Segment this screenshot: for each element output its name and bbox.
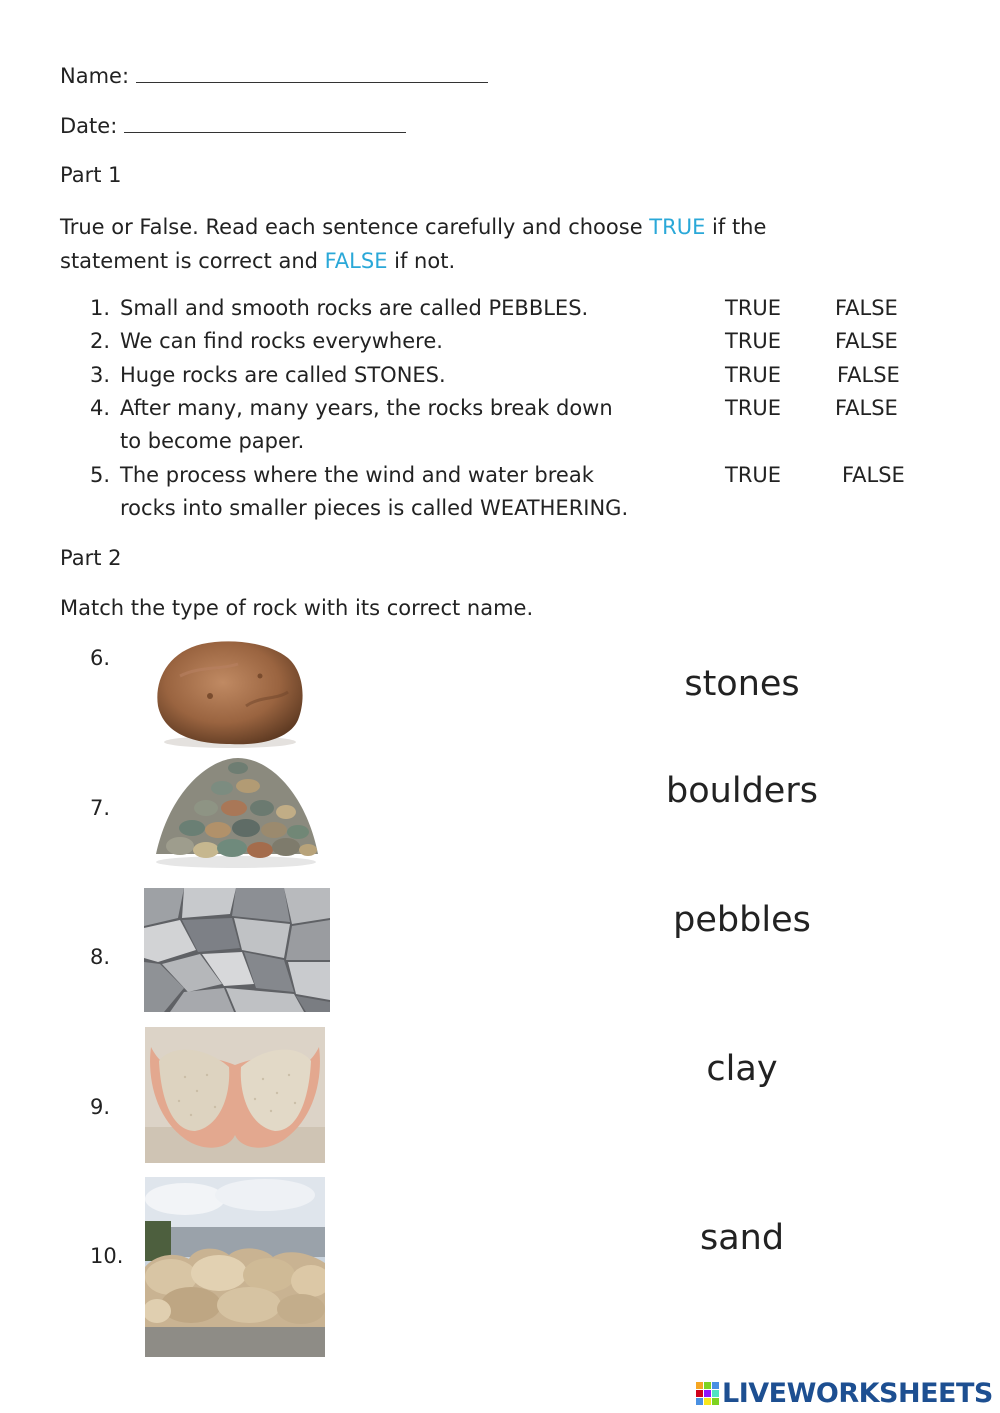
word-sand[interactable]: sand bbox=[699, 1218, 785, 1258]
question-text: After many, many years, the rocks break down bbox=[120, 396, 613, 420]
logo-text: LIVEWORKSHEETS bbox=[722, 1378, 993, 1409]
question-text: We can find rocks everywhere. bbox=[120, 329, 443, 353]
q2-false[interactable]: FALSE bbox=[835, 329, 898, 353]
instr-false-word: FALSE bbox=[324, 249, 388, 273]
part1-instructions bbox=[60, 210, 766, 278]
date-blank[interactable] bbox=[124, 110, 406, 133]
instr-text: if not. bbox=[387, 249, 456, 273]
q5-false[interactable]: FALSE bbox=[842, 463, 905, 487]
question-number: 3. bbox=[90, 363, 111, 387]
word-pebbles[interactable]: pebbles bbox=[673, 900, 811, 940]
name-row bbox=[60, 60, 488, 91]
question-text: The process where the wind and water break bbox=[120, 463, 594, 487]
instr-text: True or False. Read each sentence carefully and choose bbox=[60, 215, 650, 239]
question-2 bbox=[90, 326, 443, 356]
question-number: 5. bbox=[90, 463, 111, 487]
name-label: Name: bbox=[60, 64, 130, 88]
question-4-cont: to become paper. bbox=[120, 429, 305, 453]
match-number-9: 9. bbox=[90, 1095, 111, 1119]
q3-false[interactable]: FALSE bbox=[837, 363, 900, 387]
question-text: Huge rocks are called STONES. bbox=[120, 363, 446, 387]
q1-false[interactable]: FALSE bbox=[835, 296, 898, 320]
date-row bbox=[60, 110, 406, 141]
question-4 bbox=[90, 393, 613, 423]
instr-text: statement is correct and bbox=[60, 249, 325, 273]
boulders-image[interactable] bbox=[145, 1177, 325, 1357]
word-clay[interactable]: clay bbox=[706, 1049, 778, 1089]
q2-true[interactable]: TRUE bbox=[725, 329, 782, 353]
question-text: Small and smooth rocks are called PEBBLES. bbox=[120, 296, 589, 320]
match-number-8: 8. bbox=[90, 945, 111, 969]
match-number-10: 10. bbox=[90, 1244, 124, 1268]
q3-true[interactable]: TRUE bbox=[725, 363, 782, 387]
date-label: Date: bbox=[60, 114, 118, 138]
part1-title: Part 1 bbox=[60, 163, 122, 187]
word-boulders[interactable]: boulders bbox=[666, 771, 818, 811]
question-5 bbox=[90, 460, 594, 490]
match-number-7: 7. bbox=[90, 796, 111, 820]
clay-image[interactable] bbox=[150, 636, 306, 748]
q4-true[interactable]: TRUE bbox=[725, 396, 782, 420]
question-number: 1. bbox=[90, 296, 111, 320]
question-1 bbox=[90, 293, 588, 323]
liveworksheets-logo bbox=[696, 1378, 993, 1409]
sand-image[interactable] bbox=[145, 1027, 325, 1163]
question-3 bbox=[90, 360, 446, 390]
logo-grid-icon bbox=[696, 1382, 720, 1406]
instr-true-word: TRUE bbox=[649, 215, 706, 239]
part2-title: Part 2 bbox=[60, 546, 122, 570]
q1-true[interactable]: TRUE bbox=[725, 296, 782, 320]
instr-text: if the bbox=[705, 215, 767, 239]
name-blank[interactable] bbox=[136, 60, 488, 83]
part2-instruction: Match the type of rock with its correct name. bbox=[60, 596, 534, 620]
q4-false[interactable]: FALSE bbox=[835, 396, 898, 420]
question-number: 2. bbox=[90, 329, 111, 353]
pebbles-image[interactable] bbox=[150, 750, 322, 870]
question-5-cont: rocks into smaller pieces is called WEATHERING. bbox=[120, 496, 629, 520]
question-number: 4. bbox=[90, 396, 111, 420]
match-number-6: 6. bbox=[90, 646, 111, 670]
q5-true[interactable]: TRUE bbox=[725, 463, 782, 487]
word-stones[interactable]: stones bbox=[684, 664, 800, 704]
stones-image[interactable] bbox=[144, 888, 330, 1012]
